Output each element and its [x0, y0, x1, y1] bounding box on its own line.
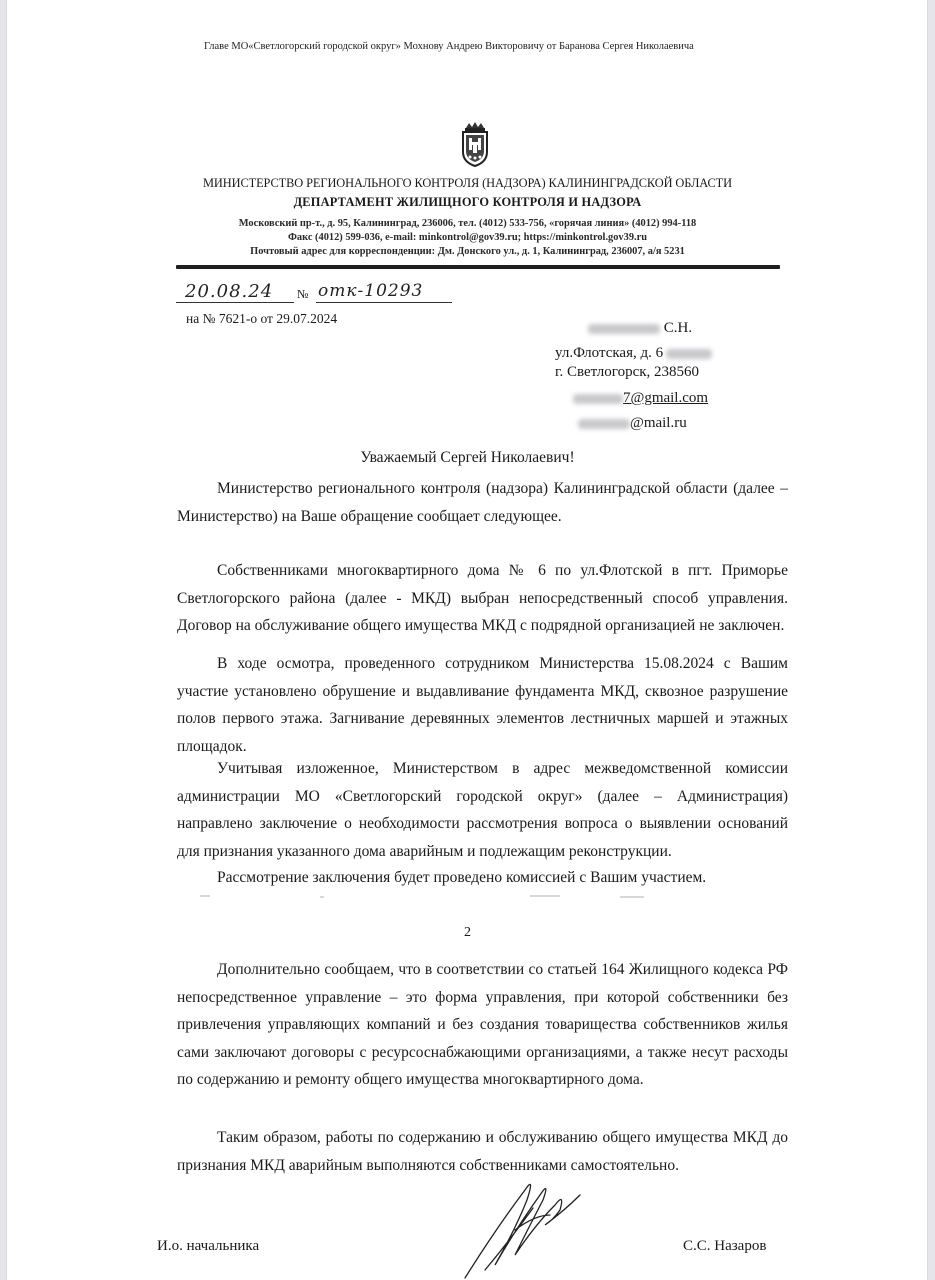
page-right-edge — [927, 0, 935, 1280]
body-paragraph: Учитывая изложенное, Министерством в адрес межведомственной комиссии администрации МО «Светлогорский городской округ» (далее – Администрация) направлено заключение о необходимости рассмотрения вопроса о выявлении оснований для признания указанного дома аварийным и подлежащим реконструкции. — [177, 760, 788, 860]
recipient-city: г. Светлогорск, 238560 — [555, 364, 700, 380]
recipient-email-mail: @mail.ru — [578, 415, 687, 432]
body-paragraph: Собственниками многоквартирного дома № 6 по ул.Флотской в пгт. Приморье Светлогорского района (далее - МКД) выбран непосредственный способ управления. Договор на обслуживание общего имущества МКД с подрядной организацией не заключен. — [177, 562, 788, 634]
body-paragraph: Министерство регионального контроля (надзора) Калининградской области (далее – Министерство) на Ваше обращение сообщает следующее. — [177, 480, 788, 525]
redacted-email — [578, 419, 630, 429]
reference-line: на № 7621-о от 29.07.2024 — [186, 311, 338, 326]
number-underline — [316, 302, 452, 303]
signer-name: С.С. Назаров — [683, 1238, 767, 1254]
body-paragraph: Рассмотрение заключения будет проведено комиссией с Вашим участием. — [217, 869, 707, 886]
page-break-artifact — [200, 895, 760, 898]
signer-title: И.о. начальника — [157, 1238, 260, 1254]
recipient-name: С.Н. — [588, 320, 692, 337]
number-sign: № — [297, 287, 309, 301]
body-paragraph: Дополнительно сообщаем, что в соответствии со статьей 164 Жилищного кодекса РФ непосредственное управление – это форма управления, при которой собственники без привлечения управляющих компаний и без создания товарищества собственников жилья сами заключают договоры с ресурсоснабжающими организациями, а также несут расходы по содержанию и ремонту общего имущества многоквартирного дома. — [177, 961, 788, 1088]
redacted-email — [573, 394, 623, 404]
date-underline — [176, 302, 294, 303]
page-number: 2 — [464, 925, 471, 940]
body-paragraph: В ходе осмотра, проведенного сотрудником Министерства 15.08.2024 с Вашим участие установлено обрушение и выдавливание фундамента МКД, сквозное разрушение полов первого этажа. Загнивание деревянных элементов лестничных маршей и этажных площадок. — [177, 655, 788, 755]
redacted-apartment — [666, 349, 712, 359]
handwritten-signature-icon — [455, 1170, 595, 1280]
salutation: Уважаемый Сергей Николаевич! — [360, 449, 575, 466]
letterhead-divider — [176, 265, 780, 269]
redacted-surname — [588, 324, 660, 334]
recipient-street: ул.Флотская, д. 6 — [555, 345, 712, 362]
body-paragraph: Таким образом, работы по содержанию и обслуживанию общего имущества МКД до признания МКД аварийным выполняются собственниками самостоятельно. — [177, 1129, 788, 1174]
department-name: ДЕПАРТАМЕНТ ЖИЛИЩНОГО КОНТРОЛЯ И НАДЗОРА — [293, 195, 642, 209]
contacts-line: Почтовый адрес для корреспонденции: Дм. Донского ул., д. 1, Калининград, 236007, а/я 5231 — [250, 246, 685, 257]
ministry-name: МИНИСТЕРСТВО РЕГИОНАЛЬНОГО КОНТРОЛЯ (НАДЗОРА) КАЛИНИНГРАДСКОЙ ОБЛАСТИ — [202, 176, 733, 190]
outgoing-date: 20.08.24 — [185, 281, 274, 302]
top-addressee-line: Главе МО«Светлогорский городской округ» Мохнову Андрею Викторовичу от Баранова Сергея Николаевича — [204, 41, 694, 52]
outgoing-number: отк-10293 — [318, 281, 424, 301]
contacts-line: Московский пр-т., д. 95, Калининград, 236006, тел. (4012) 533-756, «горячая линия» (4012) 994-118 — [238, 218, 697, 229]
contacts-line: Факс (4012) 599-036, e-mail: minkontrol@gov39.ru; https://minkontrol.gov39.ru — [287, 232, 648, 243]
recipient-email-gmail: 7@gmail.com — [573, 390, 708, 407]
page-left-edge — [0, 0, 7, 1280]
coat-of-arms-icon — [458, 120, 492, 168]
